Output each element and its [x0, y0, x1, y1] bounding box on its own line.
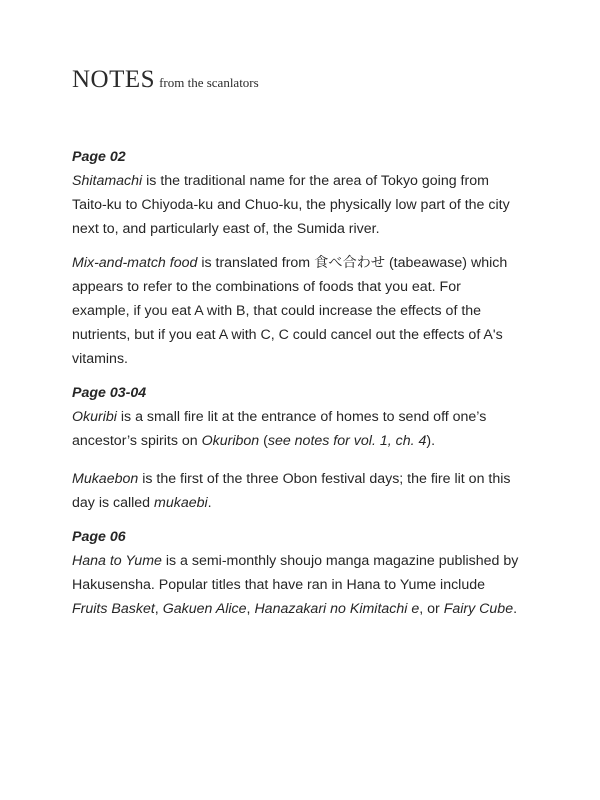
note-term: mukaebi [154, 495, 208, 511]
note-mukaebon [72, 467, 522, 515]
note-text: , [154, 601, 163, 617]
note-text: , [246, 601, 255, 617]
note-term: Mukaebon [72, 471, 139, 487]
note-term: Shitamachi [72, 173, 143, 189]
page-header [72, 66, 259, 94]
page-title: NOTES [72, 66, 156, 93]
section-heading-page-02: Page 02 [72, 149, 126, 165]
note-text: , or [419, 601, 444, 617]
note-okuribi [72, 405, 522, 453]
note-term: Okuribi [72, 409, 117, 425]
manga-title: Fruits Basket [72, 601, 155, 617]
page-subtitle: from the scanlators [159, 75, 259, 90]
notes-content [72, 145, 522, 621]
note-term: Mix-and-match food [72, 255, 198, 271]
manga-title: Gakuen Alice [162, 601, 247, 617]
note-hana-to-yume [72, 549, 522, 621]
note-text: is the traditional name for the area of Tokyo going from Taito-ku to Chiyoda-ku and Chuo-ku, the physically low part of the city next to, and particularly east of, the Sumida river. [72, 173, 510, 237]
note-text: . [513, 601, 518, 617]
note-text: . [207, 495, 212, 511]
note-text: is the first of the three Obon festival days; the fire lit on this day is called [72, 471, 511, 511]
note-reference: see notes for vol. 1, ch. 4 [267, 433, 427, 449]
note-text: is a small fire lit at the entrance of homes to send off one’s ancestor’s spirits on [72, 409, 487, 449]
note-shitamachi [72, 169, 522, 241]
note-text: ( [259, 433, 268, 449]
note-mix-and-match [72, 251, 522, 371]
note-term: Okuribon [201, 433, 260, 449]
note-text: ). [426, 433, 436, 449]
note-term: Hana to Yume [72, 553, 162, 569]
note-text: is translated from 食べ合わせ (tabeawase) which appears to refer to the combinations of foods that you eat. For example, if you eat A with B, that could increase the effects of the nutrients, but if you eat A with C, C could cancel out the effects of A's vitamins. [72, 255, 508, 367]
manga-title: Hanazakari no Kimitachi e [254, 601, 420, 617]
note-text: is a semi-monthly shoujo manga magazine published by Hakusensha. Popular titles that have ran in Hana to Yume include [72, 553, 519, 593]
section-heading-page-03-04: Page 03-04 [72, 385, 147, 401]
manga-title: Fairy Cube [443, 601, 514, 617]
section-heading-page-06: Page 06 [72, 529, 126, 545]
